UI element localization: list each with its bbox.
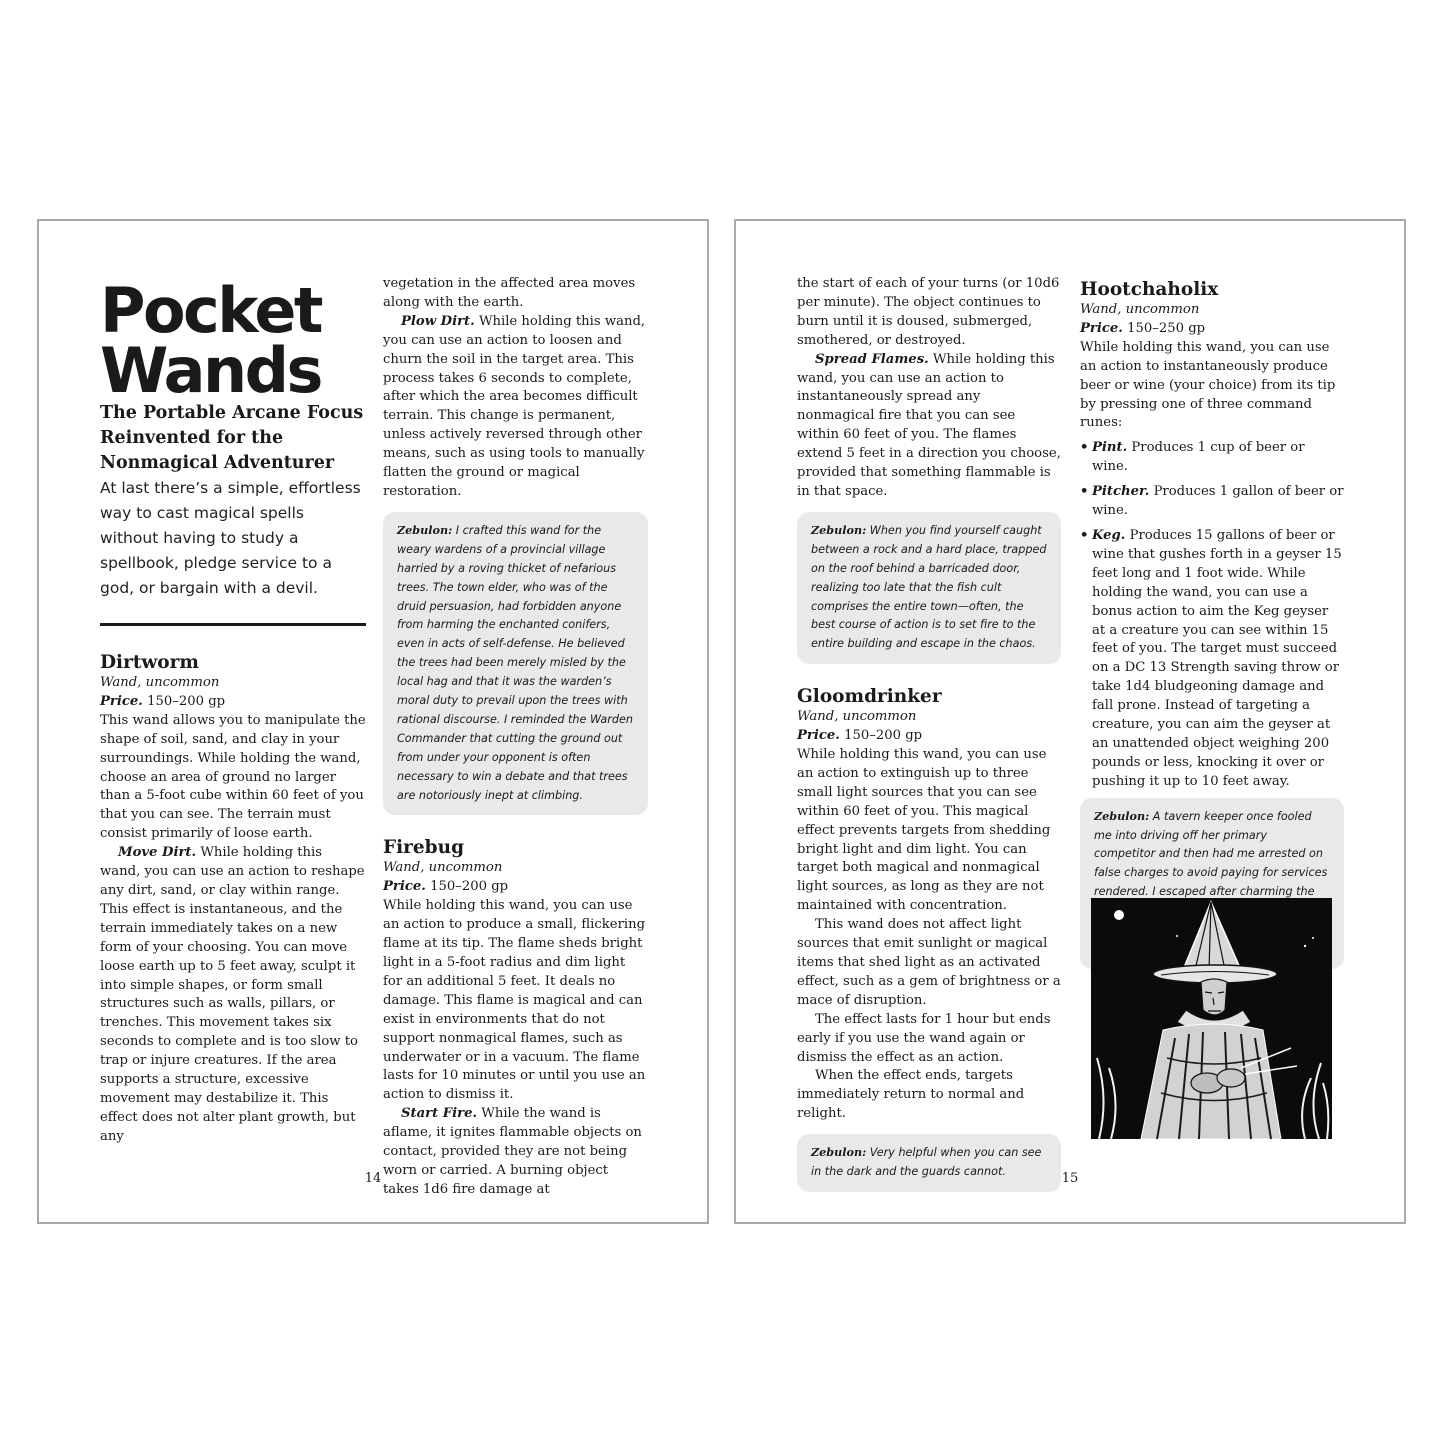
rune-text: Produces 1 cup of beer or wine.	[1092, 440, 1305, 475]
dirtworm-price	[100, 693, 366, 712]
rune-label: Pint.	[1092, 440, 1128, 456]
zebulon-text: I crafted this wand for the weary wardens of a provincial village harried by a roving thicket of nefarious trees. The town elder, who was of the druid persuasion, had forbidden anyone from harming the enchanted conifers, even in acts of self-defense. He believed the trees had been merely misled by the local hag and that it was the warden’s moral duty to prevail upon the trees with rational discourse. I reminded the Warden Commander that cutting the ground out from under your opponent is often necessary to win a debate and that trees are notoriously inept at climbing.	[397, 523, 633, 802]
move-dirt-paragraph	[100, 844, 366, 1147]
price-label: Price.	[383, 879, 426, 895]
page-number-left: 14	[364, 1171, 382, 1186]
page-number-right: 15	[1061, 1171, 1079, 1186]
rune-label: Keg.	[1092, 527, 1126, 543]
title-line-2: Wands	[100, 334, 321, 407]
section-divider	[100, 623, 366, 626]
price-value: 150–200 gp	[844, 728, 923, 744]
price-label: Price.	[797, 728, 840, 744]
spread-flames-paragraph	[797, 351, 1061, 502]
price-value: 150–200 gp	[147, 693, 226, 709]
firebug-description: While holding this wand, you can use an action to produce a small, flickering flame at its tip. The flame sheds bright light in a 5-foot radius and dim light for an additional 5 feet. It deals no damage. This flame is magical and can exist in environments that do not support nonmagical flames, such as underwater or in a vacuum. The flame lasts for 10 minutes or until you use an action to dismiss it.	[383, 898, 646, 1103]
plow-dirt-paragraph	[383, 313, 648, 502]
zebulon-text: When you find yourself caught between a rock and a hard place, trapped on the roof behind a barricaded door, realizing too late that the fish cult comprises the entire town—often, the best course of action is to set fire to the entire building and escape in the chaos.	[811, 523, 1047, 651]
list-item	[1080, 439, 1344, 477]
start-fire-label: Start Fire.	[401, 1106, 478, 1122]
price-value: 150–250 gp	[1127, 320, 1206, 336]
gloomdrinker-paragraph-3: The effect lasts for 1 hour but ends early if you use the wand again or dismiss the effect as an action.	[797, 1011, 1051, 1065]
zebulon-note-firebug	[797, 512, 1061, 664]
gloomdrinker-description: While holding this wand, you can use an action to extinguish up to three small light sources that you can see within 60 feet of you. This magical effect prevents targets from shedding bright light and dim light. You can target both magical and nonmagical light sources, as long as they are not maintained with concentration.	[797, 747, 1051, 914]
gloomdrinker-type: Wand, uncommon	[797, 709, 917, 725]
list-item	[1080, 527, 1344, 792]
plow-dirt-label: Plow Dirt.	[401, 313, 475, 329]
wizard-drawing	[1091, 898, 1332, 1139]
list-item	[1080, 483, 1344, 521]
gloomdrinker-paragraph-4: When the effect ends, targets immediately return to normal and relight.	[797, 1068, 1025, 1122]
rune-label: Pitcher.	[1092, 484, 1150, 500]
gloomdrinker-paragraph-2: This wand does not affect light sources that emit sunlight or magical items that shed light as an activated effect, such as a gem of brightness or a mace of disruption.	[797, 917, 1061, 1008]
intro-text: At last there’s a simple, effortless way to cast magical spells without having to study a spellbook, pledge service to a god, or bargain with a devil.	[100, 479, 361, 597]
move-dirt-text: While holding this wand, you can use an action to reshape any dirt, sand, or clay within range. This effect is instantaneous, and the terrain immediately takes on a new form of your choosing. You can move loose earth up to 5 feet away, sculpt it into simple shapes, or form small structures such as walls, pillars, or trenches. This movement takes six seconds to complete and is too slow to trap or injure creatures. If the area supports a structure, excessive movement may destabilize it. This effect does not alter plant growth, but any	[100, 845, 365, 1144]
price-label: Price.	[1080, 320, 1123, 336]
price-label: Price.	[100, 693, 143, 709]
zebulon-text: A tavern keeper once fooled me into driving off her primary competitor and then had me arrested on false charges to avoid paying for services rendered. I escaped after charming the	[1094, 809, 1328, 899]
right-column-2	[1080, 275, 1344, 969]
page-title	[100, 274, 366, 407]
right-column-1	[797, 275, 1061, 1192]
gloomdrinker-price	[797, 727, 1061, 746]
left-column-2	[383, 275, 648, 1200]
firebug-continued: the start of each of your turns (or 10d6 per minute). The object continues to burn until it is doused, submerged, smothered, or destroyed.	[797, 276, 1060, 348]
title-line-1: Pocket	[100, 274, 322, 347]
hootchaholix-heading: Hootchaholix	[1080, 279, 1219, 300]
wizard-illustration	[1091, 898, 1332, 1139]
subtitle: The Portable Arcane Focus Reinvented for the Nonmagical Adventurer	[100, 403, 364, 473]
zebulon-label: Zebulon:	[811, 522, 867, 537]
firebug-type: Wand, uncommon	[383, 860, 503, 876]
left-page	[37, 219, 709, 1224]
dirtworm-type: Wand, uncommon	[100, 675, 220, 690]
dirtworm-description: This wand allows you to manipulate the shape of soil, sand, and clay in your surroundings. While holding the wand, choose an area of ground no larger than a 5-foot cube within 60 feet of you that you can see. The terrain must consist primarily of loose earth.	[100, 712, 366, 842]
move-dirt-label: Move Dirt.	[118, 845, 197, 861]
zebulon-label: Zebulon:	[397, 522, 453, 537]
hootchaholix-description: While holding this wand, you can use an action to instantaneously produce beer or wine (your choice) from its tip by pressing one of three command runes:	[1080, 339, 1336, 431]
plow-dirt-text: While holding this wand, you can use an action to loosen and churn the soil in the target area. This process takes 6 seconds to complete, after which the area becomes difficult terrain. This change is permanent, unless actively reversed through other means, such as using tools to manually flatten the ground or magical restoration.	[383, 313, 646, 499]
right-page	[734, 219, 1406, 1224]
left-column-1	[100, 275, 366, 1147]
spread-flames-text: While holding this wand, you can use an action to instantaneously spread any nonmagical fire that you can see within 60 feet of you. The flames extend 5 feet in a direction you choose, provided that something flammable is in that space.	[797, 351, 1061, 499]
firebug-price	[383, 878, 648, 897]
dirtworm-continued: vegetation in the affected area moves along with the earth.	[383, 276, 636, 310]
rune-text: Produces 1 gallon of beer or wine.	[1092, 484, 1344, 519]
dirtworm-heading: Dirtworm	[100, 652, 199, 673]
zebulon-label: Zebulon:	[811, 1145, 867, 1160]
rune-text: Produces 15 gallons of beer or wine that gushes forth in a geyser 15 feet long and 1 foot wide. While holding the wand, you can use a bonus action to aim the Keg geyser at a creature you can see within 15 feet of you. The target must succeed on a DC 13 Strength saving throw or take 1d4 bludgeoning damage and fall prone. Instead of targeting a creature, you can aim the geyser at an unattended object weighing 200 pounds or less, knocking it over or pushing it up to 10 feet away.	[1092, 527, 1342, 789]
zebulon-label: Zebulon:	[1094, 808, 1150, 823]
command-runes-list	[1080, 439, 1344, 791]
firebug-heading: Firebug	[383, 837, 465, 859]
gloomdrinker-heading: Gloomdrinker	[797, 686, 942, 708]
zebulon-note-dirtworm	[383, 512, 648, 816]
start-fire-text: While the wand is aflame, it ignites flammable objects on contact, provided they are not being worn or carried. A burning object takes 1d6 fire damage at	[383, 1106, 642, 1197]
hootchaholix-type: Wand, uncommon	[1080, 302, 1200, 317]
hootchaholix-price	[1080, 320, 1344, 339]
price-value: 150–200 gp	[430, 879, 509, 895]
spread-flames-label: Spread Flames.	[815, 351, 929, 367]
zebulon-text: Very helpful when you can see in the dark and the guards cannot.	[811, 1146, 1042, 1179]
